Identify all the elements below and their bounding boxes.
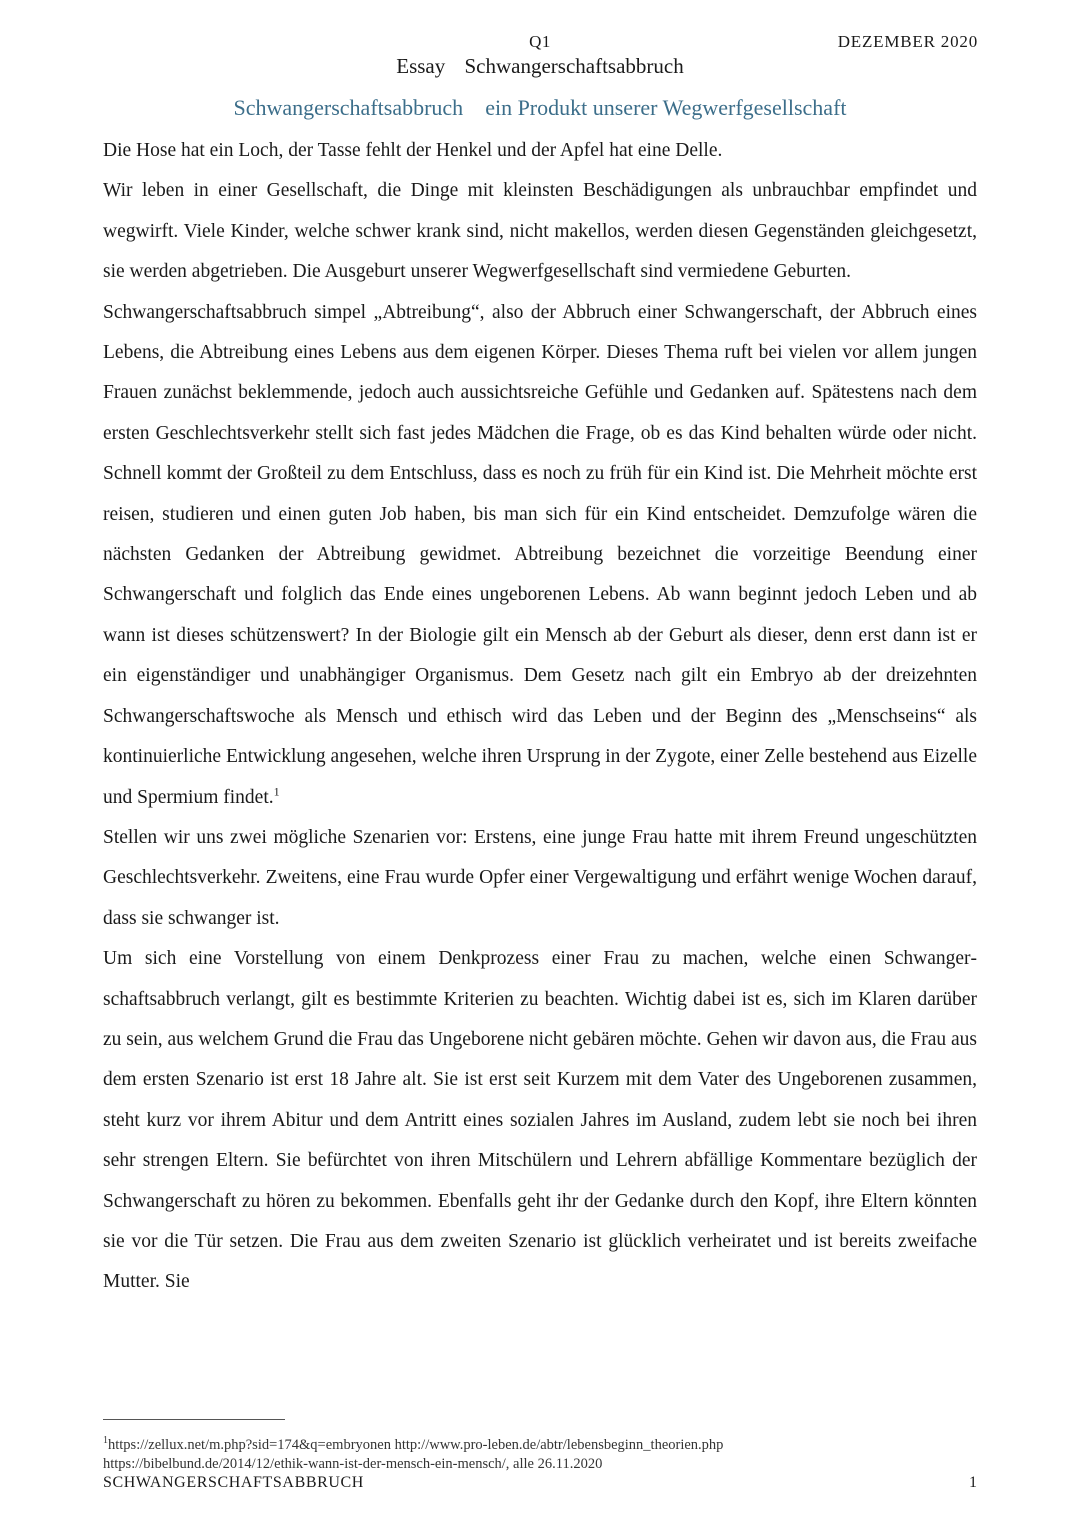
footer-page-number: 1 [969,1474,977,1491]
paragraph-2: Wir leben in einer Gesellschaft, die Dinge mit kleinsten Beschädigungen als unbrauchbar empfindet und wegwirft. Viele Kinder, welche schwer krank sind, nicht makellos, werden diesen Gegenständen gleichgesetzt, sie werden abgetrieben. Die Ausgeburt unserer Wegwerfgesellschaft sind vermiedene Geburten. [103,180,977,283]
footnote-links-1[interactable]: https://zellux.net/m.php?sid=174&q=embryonen http://www.pro-leben.de/abtr/lebensbeginn_theorien.php [108,1437,724,1453]
footnote-line-1 [103,1436,977,1455]
header-course: Q1 [529,32,551,51]
footer-running-title: SCHWANGERSCHAFTSABBRUCH [103,1474,364,1491]
paragraph-3 [103,293,977,818]
paragraph-1: Die Hose hat ein Loch, der Tasse fehlt der Henkel und der Apfel hat eine Delle. [103,140,723,161]
paragraph-4: Stellen wir uns zwei mögliche Szenarien vor: Erstens, eine junge Frau hatte mit ihrem Freund ungeschützten Geschlechtsverkehr. Zweitens, eine Frau wurde Opfer einer Vergewaltigung und erfährt wenige Wochen darauf, dass sie schwanger ist. [103,826,977,929]
paragraph-5: Um sich eine Vorstellung von einem Denkprozess einer Frau zu machen, welche einen Schwangerschaftsabbruch verlangt, gilt es bestimmte Kriterien zu beachten. Wichtig dabei ist es, sich im Klaren darüber zu sein, aus welchem Grund die Frau das Ungeborene nicht gebären möchte. Gehen wir davon aus, die Frau aus dem ersten Szenario ist erst 18 Jahre alt. Sie ist erst seit Kurzem mit dem Vater des Ungeborenen zusammen, steht kurz vor ihrem Abitur und dem Antritt eines sozialen Jahres im Ausland, zudem lebt sie noch bei ihren sehr strengen Eltern. Sie befürchtet von ihren Mitschülern und Lehrern abfällige Kommentare bezüglich der Schwangerschaft zu hören zu bekommen. Ebenfalls geht ihr der Gedanke durch den Kopf, ihre Eltern könnten sie vor die Tür setzen. Die Frau aus dem zweiten Szenario ist glücklich verheiratet und ist bereits zweifache Mutter. Sie [103,948,977,1293]
header-subject: Essay Schwangerschaftsabbruch [396,54,684,78]
footnote [103,1436,977,1474]
paragraph-3-text: Schwangerschaftsabbruch simpel „Abtreibung“, also der Abbruch einer Schwangerschaft, der Abbruch eines Lebens, die Abtreibung eines Lebens aus dem eigenen Körper. Dieses Thema ruft bei vielen vor allem jungen Frauen zunächst beklemmende, jedoch auch aussichtsreiche Gefühle und Gedanken auf. Spätestens nach dem ersten Geschlechtsverkehr stellt sich fast jedes Mädchen die Frage, ob es das Kind behalten würde oder nicht. Schnell kommt der Großteil zu dem Entschluss, dass es noch zu früh für ein Kind ist. Die Mehrheit möchte erst reisen, studieren und einen guten Job haben, bis man sich für ein Kind entscheidet. Demzufolge wären die nächsten Gedanken der Abtreibung gewidmet. Abtreibung bezeichnet die vorzeitige Beendung einer Schwangerschaft und folglich das Ende eines ungeborenen Lebens. Ab wann beginnt jedoch Leben und ab wann ist dieses schützenswert? In der Biologie gilt ein Mensch ab der Geburt als dieser, denn erst dann ist er ein eigenständiger und unabhängiger Organismus. Dem Gesetz nach gilt ein Embryo ab der dreizehnten Schwangerschaftswoche als Mensch und ethisch wird das Leben und der Beginn des „Menschseins“ als kontinuierliche Entwicklung angesehen, welche ihren Ursprung in der Zygote, einer Zelle bestehend aus Eizelle und Spermium findet. [103,301,977,808]
footnote-divider [103,1419,285,1420]
body-text [103,131,977,1303]
footnote-mark: 1 [103,1435,108,1447]
header-date: DEZEMBER 2020 [837,32,978,51]
document-title [0,95,1080,121]
title-part-2: ein Produkt unserer Wegwerfgesellschaft [485,95,847,120]
footnote-reference[interactable]: 1 [273,784,280,798]
title-part-1: Schwangerschaftsabbruch [233,95,464,120]
footnote-line-2[interactable]: https://bibelbund.de/2014/12/ethik-wann-ist-der-mensch-ein-mensch/, alle 26.11.2020 [103,1456,603,1472]
